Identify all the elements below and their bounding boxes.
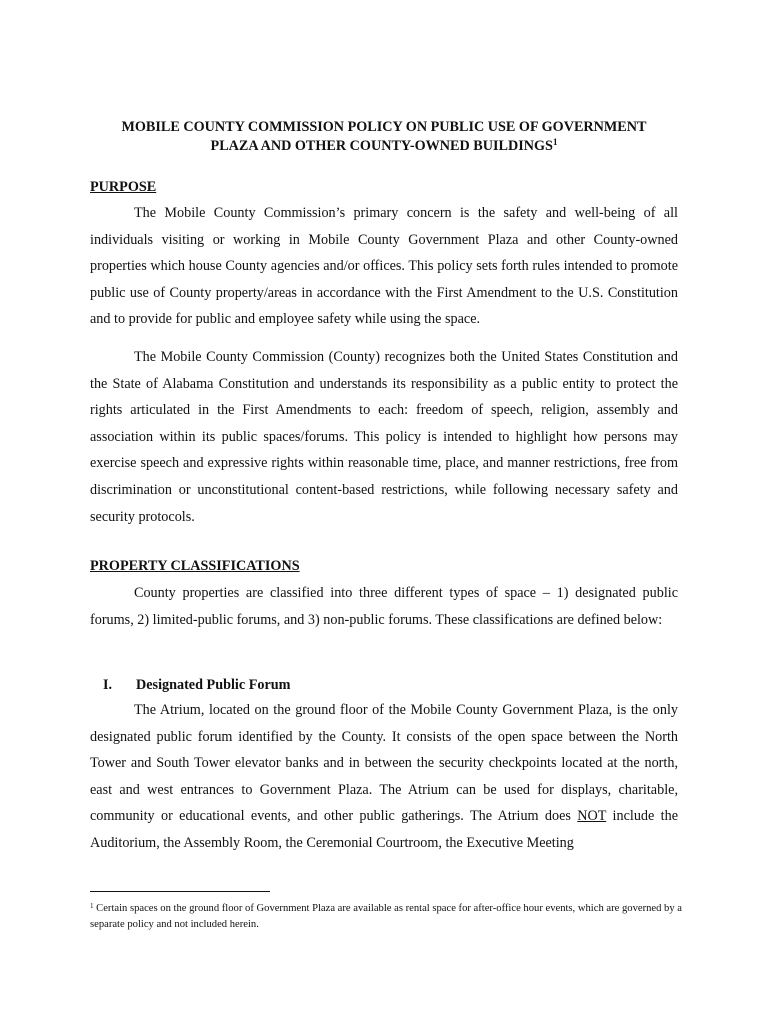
- document-title: [90, 118, 678, 156]
- section-1-paragraph: [90, 697, 678, 857]
- purpose-heading: PURPOSE: [90, 179, 157, 195]
- title-footnote-ref: 1: [552, 137, 558, 147]
- section-1-heading: [103, 675, 290, 695]
- footnote-text: Certain spaces on the ground floor of Government Plaza are available as rental space for after-office hour events, which are governed by a separate policy and not included herein.: [90, 903, 682, 930]
- title-line-2: [90, 137, 678, 156]
- purpose-paragraph-2: The Mobile County Commission (County) recognizes both the United States Constitution and the State of Alabama Constitution and understands its responsibility as a public entity to protect the rights articulated in the First Amendments to each: freedom of speech, religion, assembly and association within its public spaces/forums. This policy is intended to highlight how persons may exercise speech and expressive rights within reasonable time, place, and manner restrictions, free from discrimination or unconstitutional content-based restrictions, while following necessary safety and security protocols.: [90, 349, 678, 525]
- section-1-text-after: include the Auditorium, the Assembly Room, the Ceremonial Courtroom, the Executive Meeting: [90, 808, 679, 851]
- footnote: [90, 901, 690, 932]
- section-1-title: Designated Public Forum: [136, 677, 291, 693]
- footnote-divider: [90, 891, 270, 892]
- classifications-heading: PROPERTY CLASSIFICATIONS: [90, 558, 300, 574]
- classifications-paragraph: County properties are classified into three different types of space – 1) designated public forums, 2) limited-public forums, and 3) non-public forums. These classifications are defined below:: [90, 585, 678, 628]
- section-1-text-before: The Atrium, located on the ground floor of the Mobile County Government Plaza, is the only designated public forum identified by the County. It consists of the open space between the North Tower and South Tower elevator banks and in between the security checkpoints located at the north, east and west entrances to Government Plaza. The Atrium can be used for displays, charitable, community or educational events, and other public gatherings. The Atrium does: [90, 702, 678, 825]
- section-1-number: I.: [103, 677, 113, 693]
- footnote-marker: 1: [90, 902, 94, 910]
- purpose-paragraph-1: The Mobile County Commission’s primary concern is the safety and well-being of all individuals visiting or working in Mobile County Government Plaza and other County-owned properties which house County agencies and/or offices. This policy sets forth rules intended to promote public use of County property/areas in accordance with the First Amendment to the U.S. Constitution and to provide for public and employee safety while using the space.: [90, 205, 678, 328]
- title-line-2-text: PLAZA AND OTHER COUNTY-OWNED BUILDINGS: [210, 138, 553, 154]
- section-1-emphasis: NOT: [577, 808, 607, 825]
- title-line-1: MOBILE COUNTY COMMISSION POLICY ON PUBLIC USE OF GOVERNMENT: [121, 119, 647, 135]
